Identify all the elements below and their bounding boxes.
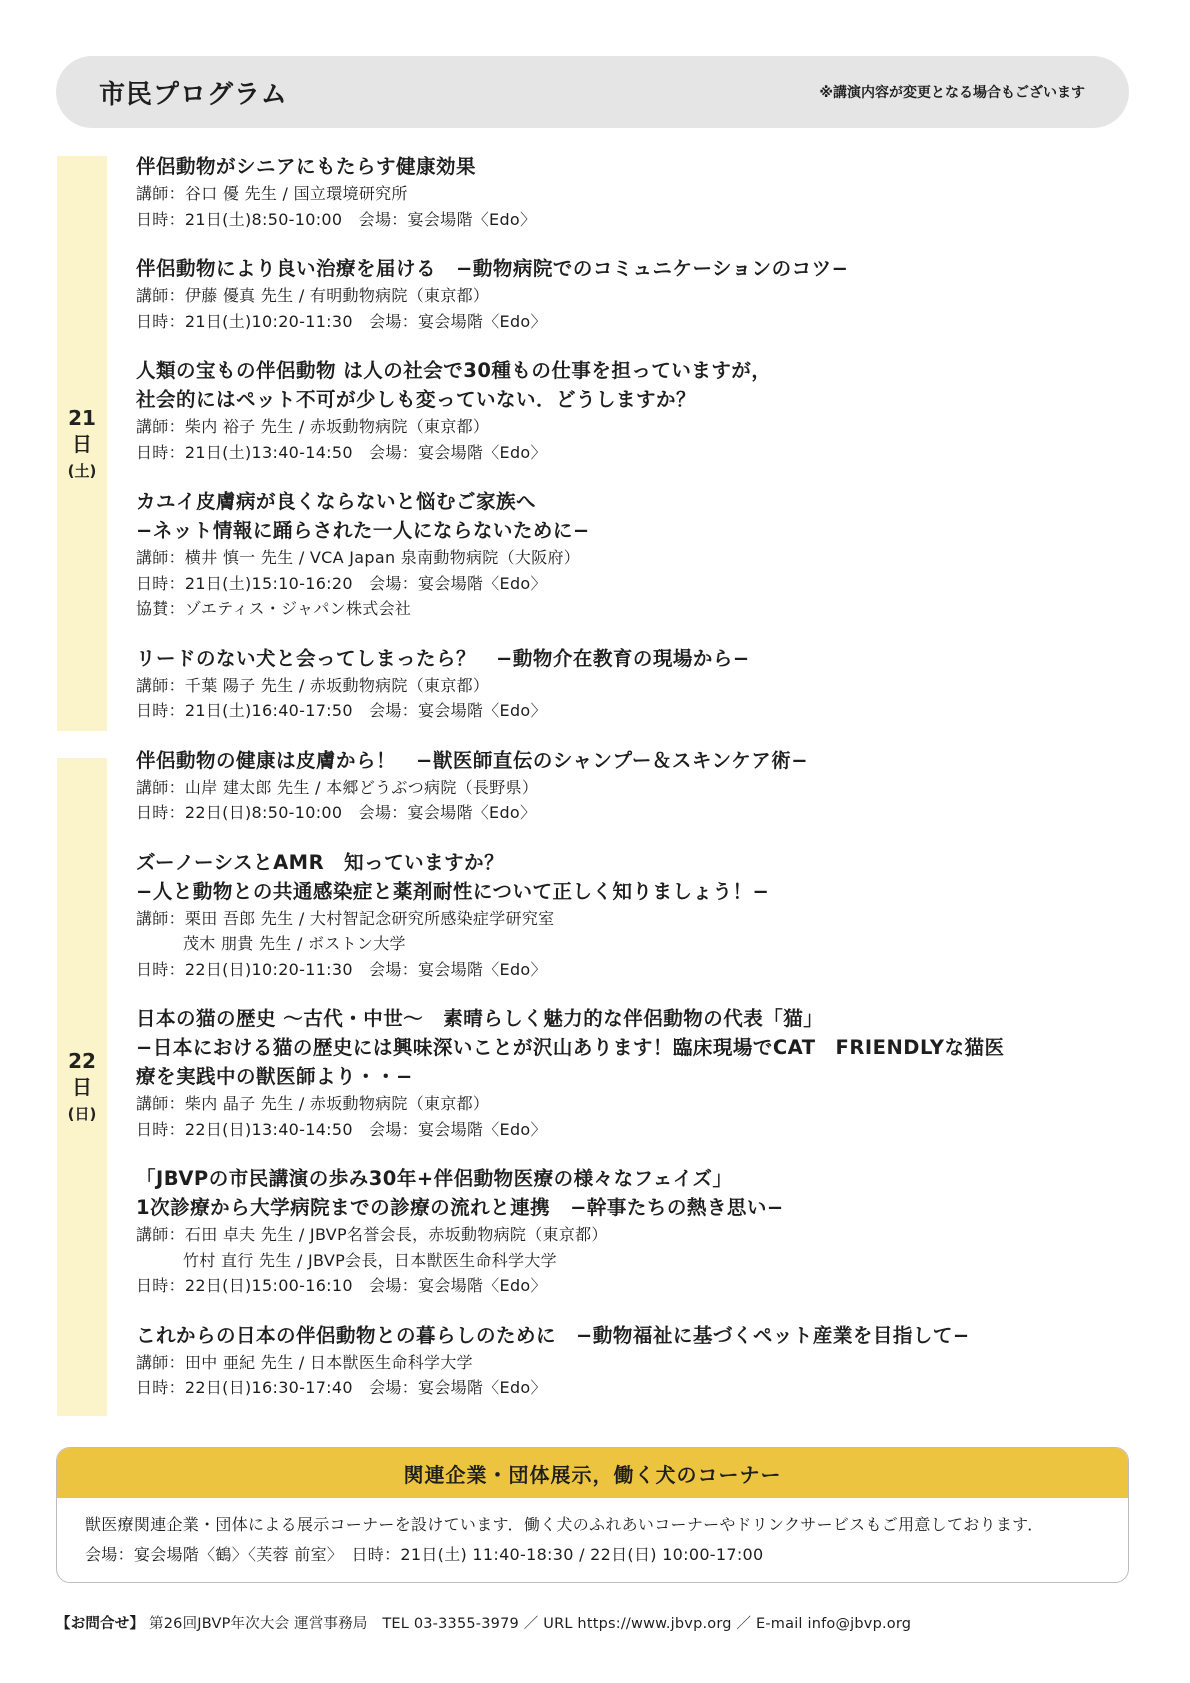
exhibit-schedule: 会場：宴会場階〈鶴〉〈芙蓉 前室〉 日時：21日(土) 11:40-18:30 / 22日(日) 10:00-17:00 bbox=[85, 1545, 764, 1564]
session-detail: 日時：21日(土)15:10-16:20 会場：宴会場階〈Edo〉 bbox=[136, 573, 547, 593]
session-item bbox=[136, 746, 1136, 826]
session-title: −ネット情報に踊らされた一人にならないために− bbox=[136, 519, 590, 542]
exhibit-corner-body bbox=[57, 1498, 1128, 1570]
session-item bbox=[136, 254, 1136, 334]
session-detail: 講師：千葉 陽子 先生 / 赤坂動物病院（東京都） bbox=[136, 675, 490, 695]
session-item bbox=[136, 644, 1136, 724]
day-marker-21 bbox=[57, 156, 107, 731]
day-number: 21 bbox=[68, 405, 96, 430]
session-title: −日本における猫の歴史には興味深いことが沢山あります！臨床現場でCAT FRIENDLYな猫医 bbox=[136, 1036, 1005, 1059]
session-item bbox=[136, 1321, 1136, 1401]
session-detail: 日時：21日(土)16:40-17:50 会場：宴会場階〈Edo〉 bbox=[136, 701, 547, 720]
session-detail: 講師：石田 卓夫 先生 / JBVP名誉会長，赤坂動物病院（東京都） bbox=[136, 1225, 608, 1244]
session-title: 伴侶動物の健康は皮膚から！ −獣医師直伝のシャンプー＆スキンケア術− bbox=[136, 748, 809, 772]
session-title: 1次診療から大学病院までの診療の流れと連携 −幹事たちの熱き思い− bbox=[136, 1196, 784, 1219]
session-detail: 日時：22日(日)8:50-10:00 会場：宴会場階〈Edo〉 bbox=[136, 803, 537, 822]
session-detail: 講師：栗田 吾郎 先生 / 大村智記念研究所感染症学研究室 bbox=[136, 908, 555, 928]
session-title: 伴侶動物がシニアにもたらす健康効果 bbox=[136, 155, 477, 178]
session-item bbox=[136, 1004, 1136, 1142]
session-title: これからの日本の伴侶動物との暮らしのために −動物福祉に基づくペット産業を目指して− bbox=[136, 1323, 970, 1347]
session-detail: 講師：山岸 建太郎 先生 / 本郷どうぶつ病院（長野県） bbox=[136, 777, 539, 797]
session-list bbox=[136, 152, 1136, 1423]
session-item bbox=[136, 487, 1136, 622]
day-kanji: 日 bbox=[72, 431, 92, 456]
session-detail: 日時：22日(日)10:20-11:30 会場：宴会場階〈Edo〉 bbox=[136, 959, 547, 979]
session-detail: 講師：柴内 晶子 先生 / 赤坂動物病院（東京都） bbox=[136, 1094, 490, 1113]
session-detail: 講師：伊藤 優真 先生 / 有明動物病院（東京都） bbox=[136, 286, 490, 305]
exhibit-corner-box bbox=[56, 1447, 1129, 1583]
session-title: リードのない犬と会ってしまったら？ −動物介在教育の現場から− bbox=[136, 646, 750, 670]
session-detail: 協賛：ゾエティス・ジャパン株式会社 bbox=[136, 599, 412, 618]
contact-label: 【お問合せ】 bbox=[56, 1616, 145, 1632]
session-detail: 日時：22日(日)13:40-14:50 会場：宴会場階〈Edo〉 bbox=[136, 1119, 547, 1139]
page-title: 市民プログラム bbox=[99, 80, 288, 110]
session-detail: 講師：谷口 優 先生 / 国立環境研究所 bbox=[136, 184, 408, 203]
session-detail: 日時：21日(土)8:50-10:00 会場：宴会場階〈Edo〉 bbox=[136, 209, 537, 229]
session-title: 社会的にはペット不可が少しも変っていない．どうしますか？ bbox=[136, 388, 697, 411]
session-title: −人と動物との共通感染症と薬剤耐性について正しく知りましょう！− bbox=[136, 879, 770, 903]
session-title: 人類の宝もの伴侶動物 は人の社会で30種もの仕事を担っていますが， bbox=[136, 359, 772, 382]
day-kanji: 日 bbox=[72, 1075, 92, 1099]
day-marker-22 bbox=[57, 758, 107, 1416]
session-detail: 講師：柴内 裕子 先生 / 赤坂動物病院（東京都） bbox=[136, 417, 490, 436]
session-title: 伴侶動物により良い治療を届ける −動物病院でのコミュニケーションのコツ− bbox=[136, 257, 849, 280]
session-title: 「JBVPの市民講演の歩み30年+伴侶動物医療の様々なフェイズ」 bbox=[136, 1167, 733, 1190]
day-of-week: (日) bbox=[67, 1105, 97, 1123]
session-detail: 日時：21日(土)13:40-14:50 会場：宴会場階〈Edo〉 bbox=[136, 442, 547, 462]
session-detail: 竹村 直行 先生 / JBVP会長，日本獣医生命科学大学 bbox=[183, 1250, 557, 1270]
session-item bbox=[136, 1164, 1136, 1299]
exhibit-description: 獣医療関連企業・団体による展示コーナーを設けています．働く犬のふれあいコーナーやドリンクサービスもご用意しております． bbox=[85, 1515, 1044, 1534]
session-detail: 茂木 朋貴 先生 / ボストン大学 bbox=[183, 934, 406, 953]
program-header bbox=[56, 56, 1129, 128]
contact-footer bbox=[56, 1612, 911, 1633]
session-detail: 日時：22日(日)16:30-17:40 会場：宴会場階〈Edo〉 bbox=[136, 1378, 547, 1397]
session-title: 療を実践中の獣医師より・・− bbox=[136, 1065, 413, 1088]
session-detail: 講師：横井 慎一 先生 / VCA Japan 泉南動物病院（大阪府） bbox=[136, 548, 581, 567]
session-detail: 日時：21日(土)10:20-11:30 会場：宴会場階〈Edo〉 bbox=[136, 311, 547, 331]
day-number: 22 bbox=[68, 1049, 96, 1073]
session-title: ズーノーシスとAMR 知っていますか？ bbox=[136, 850, 505, 874]
session-item bbox=[136, 356, 1136, 465]
change-notice: ※講演内容が変更となる場合もございます bbox=[819, 85, 1085, 101]
session-detail: 講師：田中 亜紀 先生 / 日本獣医生命科学大学 bbox=[136, 1352, 473, 1372]
session-item bbox=[136, 848, 1136, 983]
day-of-week: (土) bbox=[67, 461, 97, 480]
exhibit-corner-title: 関連企業・団体展示，働く犬のコーナー bbox=[57, 1448, 1128, 1498]
session-detail: 日時：22日(日)15:00-16:10 会場：宴会場階〈Edo〉 bbox=[136, 1276, 547, 1295]
session-title: 日本の猫の歴史 〜古代・中世〜 素晴らしく魅力的な伴侶動物の代表「猫」 bbox=[136, 1007, 824, 1030]
session-title: カユイ皮膚病が良くならないと悩むご家族へ bbox=[136, 490, 537, 513]
session-item bbox=[136, 152, 1136, 232]
contact-details: 第26回JBVP年次大会 運営事務局 TEL 03-3355-3979 ／ URL https://www.jbvp.org ／ E-mail info@jbvp.org bbox=[149, 1616, 912, 1632]
